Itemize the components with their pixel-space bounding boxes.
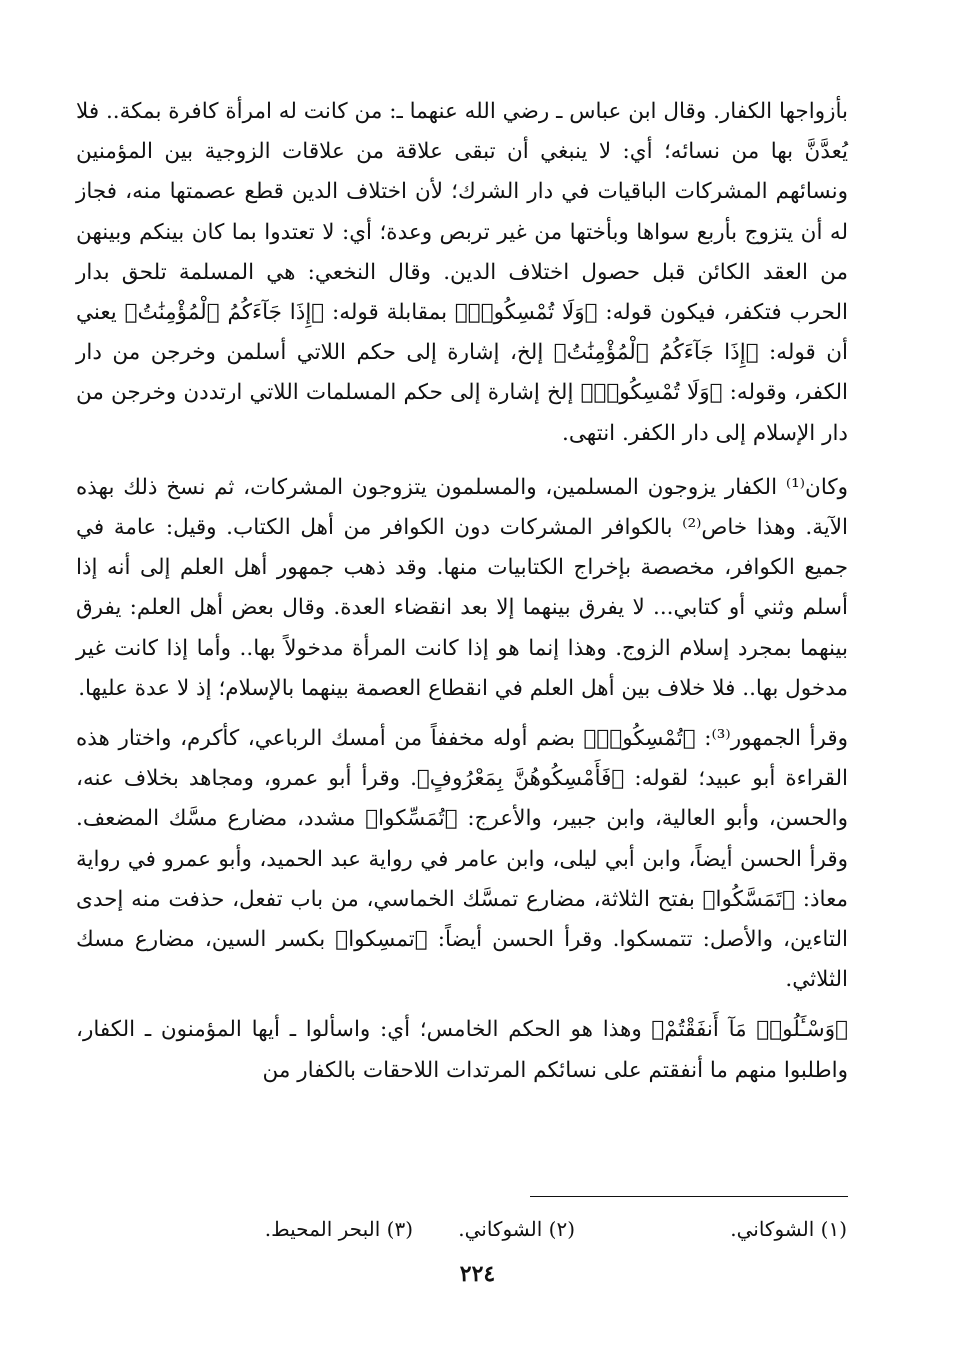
page-body bbox=[76, 92, 848, 1091]
footnote-2: (٢) الشوكاني. bbox=[458, 1217, 575, 1241]
paragraph-4: ﴿وَسْـَٔلُوا۟ مَآ أَنفَقْتُمْ﴾ وهذا هو الحكم الخامس؛ أي: واسألوا ـ أيها المؤمنون ـ الكفار، واطلبوا منهم ما أنفقتم على نسائكم المرتدات اللاحقات بالكفار من bbox=[76, 1017, 848, 1083]
page-number: ٢٢٤ bbox=[459, 1261, 496, 1287]
paragraph-3: وقرأ الجمهور⁽³⁾: ﴿تُمْسِكُوا۟﴾ بضم أوله مخففاً من أمسك الرباعي، كأكرم، واختار هذه القراءة أبو عبيد؛ لقوله: ﴿فَأَمْسِكُوهُنَّ بِمَعْرُوفٍ﴾. وقرأ أبو عمرو، ومجاهد بخلاف عنه، والحسن، وأبو العالية، وابن جبير، والأعرج: ﴿تُمَسِّكوا﴾ مشدد، مضارع مسَّك المضعف. وقرأ الحسن أيضاً، وابن أبي ليلى، وابن عامر في رواية عبد الحميد، وأبو عمرو في رواية معاذ: ﴿تَمَسَّكُوا﴾ بفتح الثلاثة، مضارع تمسَّك الخماسي، من باب تفعل، حذفت منه إحدى التاءين، والأصل: تتمسكوا. وقرأ الحسن أيضاً: ﴿تمسِكوا﴾ بكسر السين، مضارع مسك الثلاثي. bbox=[76, 726, 848, 993]
footnote-separator bbox=[530, 1196, 848, 1197]
paragraph-2: وكان⁽¹⁾ الكفار يزوجون المسلمين، والمسلمون يتزوجون المشركات، ثم نسخ ذلك بهذه الآية. وهذا خاص⁽²⁾ بالكوافر المشركات دون الكوافر من أهل الكتاب. وقيل: عامة في جميع الكوافر، مخصصة بإخراج الكتابيات منها. وقد ذهب جمهور أهل العلم إلى أنه إذا أسلم وثني أو كتابي... لا يفرق بينهما إلا بعد انقضاء العدة. وقال بعض أهل العلم: يفرق بينهما بمجرد إسلام الزوج. وهذا إنما هو إذا كانت المرأة مدخولاً بها.. وأما إذا كانت غير مدخول بها.. فلا خلاف بين أهل العلم في انقطاع العصمة بينهما بالإسلام؛ إذ لا عدة عليها. bbox=[76, 474, 848, 701]
footnote-1: (١) الشوكاني. bbox=[730, 1217, 847, 1241]
footnotes bbox=[107, 1214, 847, 1244]
footnote-3: (٣) البحر المحيط. bbox=[264, 1217, 413, 1241]
paragraph-1: بأزواجها الكفار. وقال ابن عباس ـ رضي الله عنهما ـ: من كانت له امرأة كافرة بمكة.. فلا يُعدَّنَّ بها من نسائه؛ أي: لا ينبغي أن تبقى علاقة من علاقات الزوجية بين المؤمنين ونسائهم المشركات الباقيات في دار الشرك؛ لأن اختلاف الدين قطع عصمتها منه، فجاز له أن يتزوج بأربع سواها وبأختها من غير تربص وعدة؛ أي: لا تعتدوا بما كان بينكم وبينهن من العقد الكائن قبل حصول اختلاف الدين. وقال النخعي: هي المسلمة تلحق بدار الحرب فتكفر، فيكون قوله: ﴿وَلَا تُمْسِكُوا۟﴾ بمقابلة قوله: ﴿إِذَا جَآءَكُمُ ٱلْمُؤْمِنَٰتُ﴾ يعني أن قوله: ﴿إِذَا جَآءَكُمُ ٱلْمُؤْمِنَٰتُ﴾ إلخ، إشارة إلى حكم اللاتي أسلمن وخرجن من دار الكفر، وقوله: ﴿وَلَا تُمْسِكُوا۟﴾ إلخ إشارة إلى حكم المسلمات اللاتي ارتددن وخرجن من دار الإسلام إلى دار الكفر. انتهى. bbox=[76, 99, 848, 446]
